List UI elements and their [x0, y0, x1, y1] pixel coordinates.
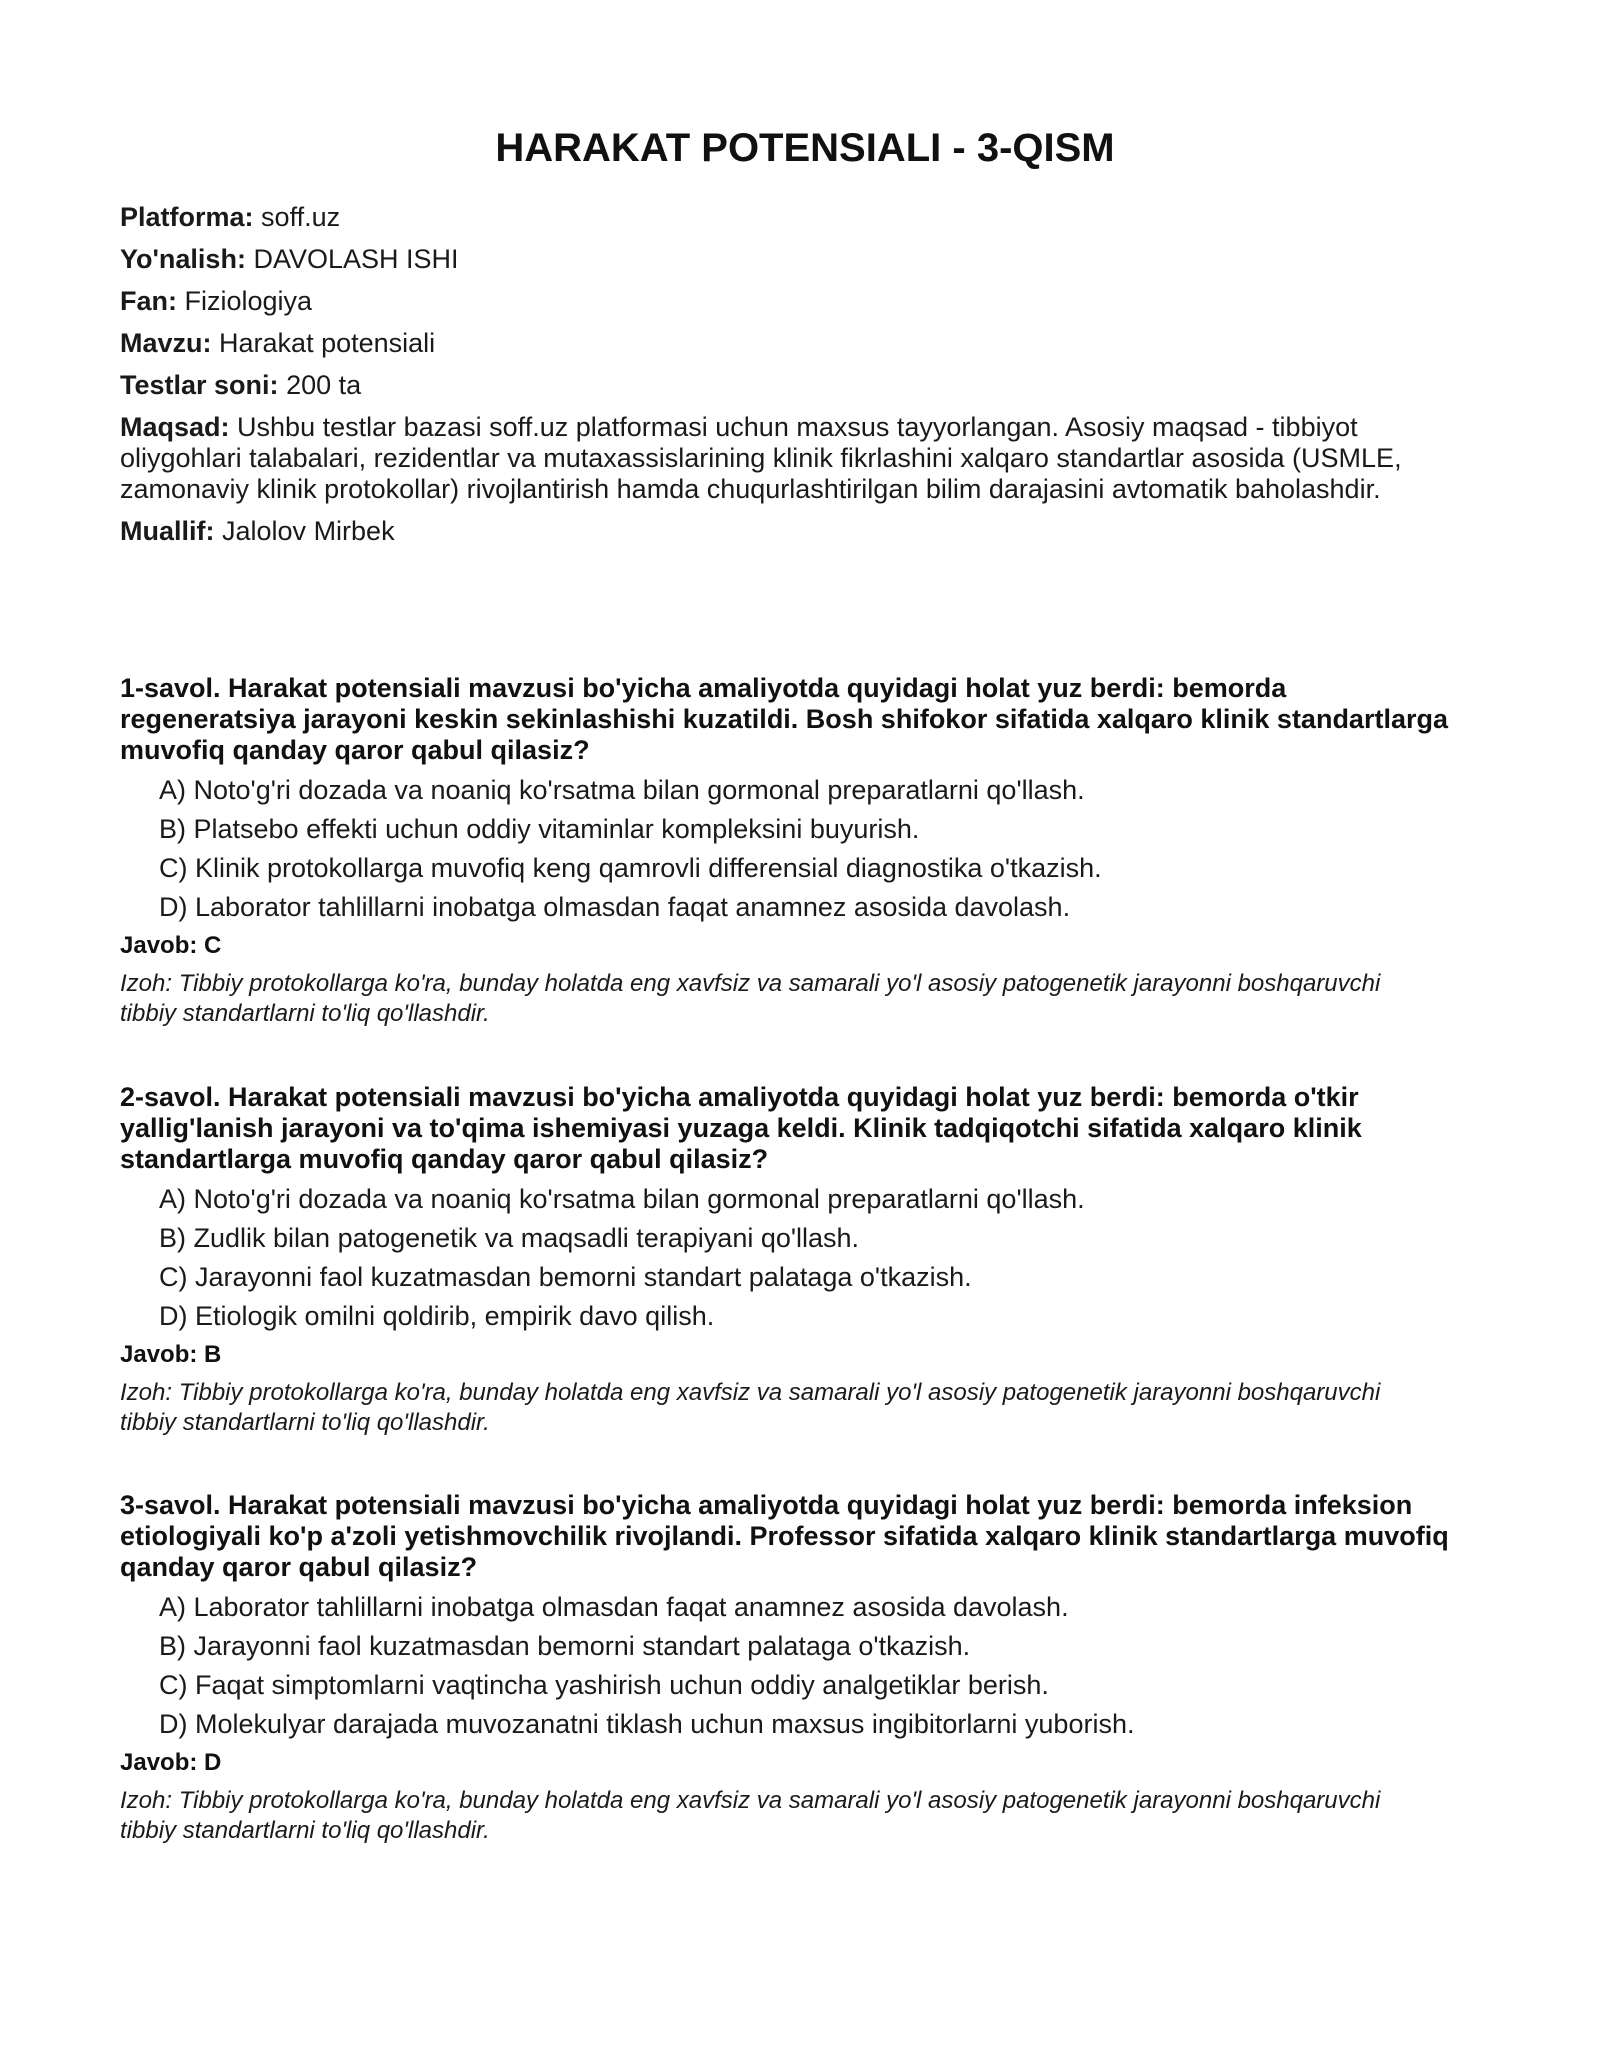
meta-direction: [120, 244, 1460, 275]
question-text: 2-savol. Harakat potensiali mavzusi bo'yicha amaliyotda quyidagi holat yuz berdi: bemorda o'tkir yallig'lanish jarayoni va to'qima ishemiyasi yuzaga keldi. Klinik tadqiqotchi sifatida xalqaro klinik standartlarga muvofiq qanday qaror qabul qilasiz?: [120, 1082, 1362, 1174]
question-text: 3-savol. Harakat potensiali mavzusi bo'yicha amaliyotda quyidagi holat yuz berdi: bemorda infeksion etiologiyali ko'p a'zoli yetishmovchilik rivojlandi. Professor sifatida xalqaro klinik standartlarga muvofiq qanday qaror qabul qilasiz?: [120, 1490, 1449, 1582]
option-d: D) Molekulyar darajada muvozanatni tiklash uchun maxsus ingibitorlarni yuborish.: [159, 1709, 1135, 1739]
meta-label: Muallif:: [120, 516, 215, 546]
option-b: B) Platsebo effekti uchun oddiy vitaminlar kompleksini buyurish.: [159, 814, 920, 844]
option-a: A) Laborator tahlillarni inobatga olmasdan faqat anamnez asosida davolash.: [159, 1592, 1069, 1622]
explanation-note: Izoh: Tibbiy protokollarga ko'ra, bunday holatda eng xavfsiz va samarali yo'l asosiy patogenetik jarayonni boshqaruvchi tibbiy standartlarni to'liq qo'llashdir.: [120, 970, 1381, 1027]
meta-value: Harakat potensiali: [219, 328, 436, 358]
meta-author: [120, 516, 1460, 547]
option-a: A) Noto'g'ri dozada va noaniq ko'rsatma bilan gormonal preparatlarni qo'llash.: [159, 775, 1085, 805]
meta-value: Jalolov Mirbek: [222, 516, 395, 546]
metadata-section: [120, 202, 1460, 558]
question-block: [120, 1082, 1460, 1438]
meta-platform: [120, 202, 1460, 233]
document-title: HARAKAT POTENSIALI - 3-QISM: [495, 126, 1115, 170]
option-d: D) Laborator tahlillarni inobatga olmasdan faqat anamnez asosida davolash.: [159, 892, 1071, 922]
answer-key: Javob: D: [120, 1749, 222, 1776]
meta-value: soff.uz: [261, 202, 341, 232]
meta-label: Maqsad:: [120, 412, 230, 442]
meta-label: Fan:: [120, 286, 177, 316]
meta-label: Yo'nalish:: [120, 244, 246, 274]
option-d: D) Etiologik omilni qoldirib, empirik davo qilish.: [159, 1301, 715, 1331]
answer-options: [120, 1184, 1460, 1332]
meta-test-count: [120, 370, 1460, 401]
meta-label: Mavzu:: [120, 328, 212, 358]
meta-label: Platforma:: [120, 202, 254, 232]
answer-key: Javob: C: [120, 932, 222, 959]
meta-purpose: [120, 412, 1460, 505]
question-text: 1-savol. Harakat potensiali mavzusi bo'yicha amaliyotda quyidagi holat yuz berdi: bemorda regeneratsiya jarayoni keskin sekinlashishi kuzatildi. Bosh shifokor sifatida xalqaro klinik standartlarga muvofiq qanday qaror qabul qilasiz?: [120, 673, 1448, 765]
option-c: C) Klinik protokollarga muvofiq keng qamrovli differensial diagnostika o'tkazish.: [159, 853, 1102, 883]
meta-value: DAVOLASH ISHI: [253, 244, 459, 274]
meta-topic: [120, 328, 1460, 359]
explanation-note: Izoh: Tibbiy protokollarga ko'ra, bunday holatda eng xavfsiz va samarali yo'l asosiy patogenetik jarayonni boshqaruvchi tibbiy standartlarni to'liq qo'llashdir.: [120, 1379, 1381, 1436]
answer-key: Javob: B: [120, 1341, 222, 1368]
option-b: B) Jarayonni faol kuzatmasdan bemorni standart palataga o'tkazish.: [159, 1631, 971, 1661]
answer-options: [120, 775, 1460, 923]
explanation-note: Izoh: Tibbiy protokollarga ko'ra, bunday holatda eng xavfsiz va samarali yo'l asosiy patogenetik jarayonni boshqaruvchi tibbiy standartlarni to'liq qo'llashdir.: [120, 1787, 1381, 1844]
meta-value: Ushbu testlar bazasi soff.uz platformasi uchun maxsus tayyorlangan. Asosiy maqsad - tibbiyot oliygohlari talabalari, rezidentlar va mutaxassislarining klinik fikrlashini xalqaro standartlar asosida (USMLE, zamonaviy klinik protokollar) rivojlantirish hamda chuqurlashtirilgan bilim darajasini avtomatik baholashdir.: [120, 412, 1402, 504]
meta-value: Fiziologiya: [184, 286, 313, 316]
option-c: C) Jarayonni faol kuzatmasdan bemorni standart palataga o'tkazish.: [159, 1262, 972, 1292]
meta-subject: [120, 286, 1460, 317]
answer-options: [120, 1592, 1460, 1740]
option-c: C) Faqat simptomlarni vaqtincha yashirish uchun oddiy analgetiklar berish.: [159, 1670, 1049, 1700]
option-a: A) Noto'g'ri dozada va noaniq ko'rsatma bilan gormonal preparatlarni qo'llash.: [159, 1184, 1085, 1214]
meta-label: Testlar soni:: [120, 370, 279, 400]
question-block: [120, 673, 1460, 1029]
question-block: [120, 1490, 1460, 1846]
meta-value: 200 ta: [286, 370, 362, 400]
option-b: B) Zudlik bilan patogenetik va maqsadli terapiyani qo'llash.: [159, 1223, 860, 1253]
